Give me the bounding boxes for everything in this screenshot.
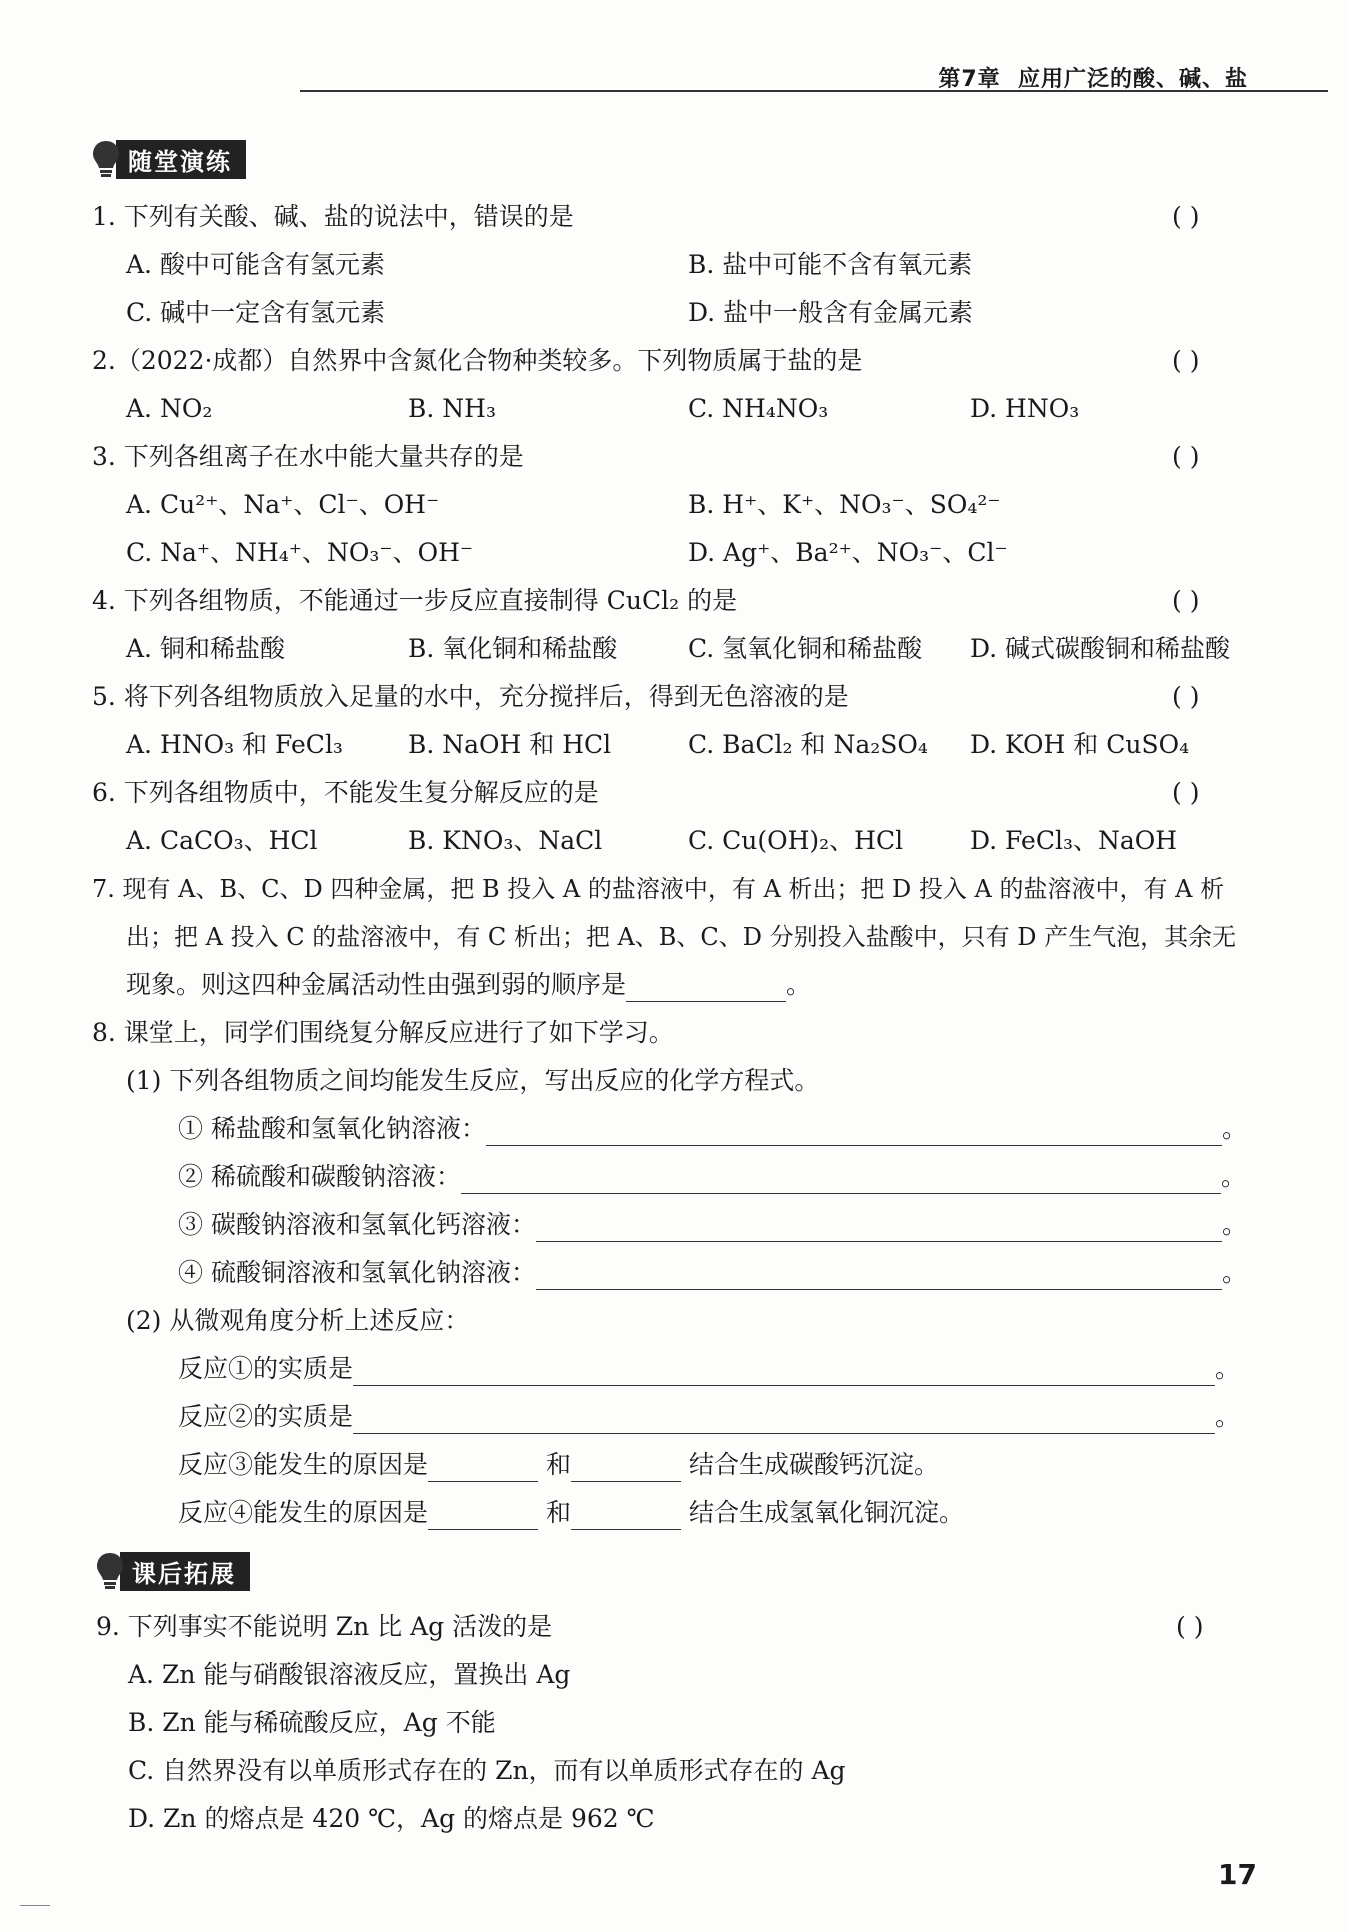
answer-bracket: ( ) [1172,778,1200,807]
q9-option-c: C. 自然界没有以单质形式存在的 Zn，而有以单质形式存在的 Ag [128,1756,846,1785]
period: 。 [1215,1402,1241,1431]
page-number: 17 [1218,1858,1257,1891]
chapter-title [938,62,1248,93]
q8-reaction-1 [178,1352,1240,1386]
question-8-part-1: (1) 下列各组物质之间均能发生反应，写出反应的化学方程式。 [126,1066,820,1095]
answer-bracket: ( ) [1176,1612,1204,1641]
question-3-stem: 3. 下列各组离子在水中能大量共存的是 [92,442,524,471]
answer-blank[interactable] [536,1213,1222,1242]
period: 。 [1221,1210,1247,1239]
answer-bracket: ( ) [1172,586,1200,615]
answer-blank[interactable] [428,1453,538,1482]
q5-option-a: A. HNO₃ 和 FeCl₃ [126,730,343,759]
answer-blank[interactable] [571,1501,681,1530]
answer-blank[interactable] [536,1261,1222,1290]
q8-item-1 [178,1112,1247,1146]
section-extension-label: 课后拓展 [120,1552,250,1591]
answer-bracket: ( ) [1172,682,1200,711]
q3-option-b: B. H⁺、K⁺、NO₃⁻、SO₄²⁻ [688,490,1001,519]
q8-item-4-label: ④ 硫酸铜溶液和氢氧化钠溶液： [178,1258,536,1287]
answer-blank[interactable] [353,1405,1215,1434]
q4-option-b: B. 氧化铜和稀盐酸 [408,634,618,663]
answer-blank[interactable] [626,973,786,1002]
q5-option-d: D. KOH 和 CuSO₄ [970,730,1190,759]
chapter-number: 第7章 [938,67,1001,92]
q2-option-b: B. NH₃ [408,394,496,423]
q4-option-d: D. 碱式碳酸铜和稀盐酸 [970,634,1231,663]
period: 。 [1221,1258,1247,1287]
q8-item-2 [178,1160,1246,1194]
q3-option-c: C. Na⁺、NH₄⁺、NO₃⁻、OH⁻ [126,538,474,567]
q4-option-a: A. 铜和稀盐酸 [126,634,285,663]
q6-option-c: C. Cu(OH)₂、HCl [688,826,904,855]
q6-option-d: D. FeCl₃、NaOH [970,826,1178,855]
answer-blank[interactable] [428,1501,538,1530]
answer-blank[interactable] [461,1165,1221,1194]
answer-bracket: ( ) [1172,442,1200,471]
q5-option-b: B. NaOH 和 HCl [408,730,612,759]
lightbulb-icon [96,1551,124,1591]
q8-item-4 [178,1256,1247,1290]
period: 。 [1215,1354,1241,1383]
q2-option-d: D. HNO₃ [970,394,1080,423]
question-8-stem: 8. 课堂上，同学们围绕复分解反应进行了如下学习。 [92,1018,674,1047]
answer-blank[interactable] [571,1453,681,1482]
q8-reaction-2 [178,1400,1240,1434]
q1-option-a: A. 酸中可能含有氢元素 [126,250,385,279]
question-1-stem: 1. 下列有关酸、碱、盐的说法中，错误的是 [92,202,574,231]
question-7-line-3 [126,968,811,1002]
question-9-stem: 9. 下列事实不能说明 Zn 比 Ag 活泼的是 [96,1612,553,1641]
q8-item-1-label: ① 稀盐酸和氢氧化钠溶液： [178,1114,486,1143]
lightbulb-icon [92,139,120,179]
q8-reaction-3 [178,1448,939,1482]
q8-reaction-1-label: 反应①的实质是 [178,1354,354,1383]
question-6-stem: 6. 下列各组物质中，不能发生复分解反应的是 [92,778,599,807]
question-5-stem: 5. 将下列各组物质放入足量的水中，充分搅拌后，得到无色溶液的是 [92,682,849,711]
question-7-line-2: 出；把 A 投入 C 的盐溶液中，有 C 析出；把 A、B、C、D 分别投入盐酸中，只有 D 产生气泡，其余无 [126,923,1237,951]
q8-item-3 [178,1208,1247,1242]
question-7-text: 现象。则这四种金属活动性由强到弱的顺序是 [126,970,627,999]
divider [20,1905,50,1906]
q8-reaction-3-result: 结合生成碳酸钙沉淀。 [688,1450,939,1479]
q1-option-c: C. 碱中一定含有氢元素 [126,298,386,327]
q9-option-b: B. Zn 能与稀硫酸反应，Ag 不能 [128,1708,496,1737]
q2-option-a: A. NO₂ [126,394,213,423]
section-extension-heading [96,1554,250,1588]
q1-option-b: B. 盐中可能不含有氧元素 [688,250,973,279]
answer-blank[interactable] [486,1117,1222,1146]
question-8-part-2: (2) 从微观角度分析上述反应： [126,1306,470,1335]
q8-item-2-label: ② 稀硫酸和碳酸钠溶液： [178,1162,461,1191]
section-practice-heading [92,142,246,176]
q8-reaction-4-result: 结合生成氢氧化铜沉淀。 [688,1498,964,1527]
q4-option-c: C. 氢氧化铜和稀盐酸 [688,634,923,663]
period: 。 [1221,1114,1247,1143]
chapter-name: 应用广泛的酸、碱、盐 [1017,67,1248,92]
q8-reaction-4-label: 反应④能发生的原因是 [178,1498,429,1527]
question-7-line-1: 7. 现有 A、B、C、D 四种金属，把 B 投入 A 的盐溶液中，有 A 析出；把 D 投入 A 的盐溶液中，有 A 析 [92,875,1225,903]
chapter-header [300,62,1328,92]
q9-option-d: D. Zn 的熔点是 420 ℃，Ag 的熔点是 962 ℃ [128,1804,655,1833]
period: 。 [1220,1162,1246,1191]
question-2-stem: 2.（2022·成都）自然界中含氮化合物种类较多。下列物质属于盐的是 [92,346,863,375]
q3-option-d: D. Ag⁺、Ba²⁺、NO₃⁻、Cl⁻ [688,538,1008,567]
q1-option-d: D. 盐中一般含有金属元素 [688,298,974,327]
answer-bracket: ( ) [1172,202,1200,231]
section-practice-label: 随堂演练 [116,140,246,179]
q6-option-b: B. KNO₃、NaCl [408,826,603,855]
q3-option-a: A. Cu²⁺、Na⁺、Cl⁻、OH⁻ [126,490,440,519]
q8-item-3-label: ③ 碳酸钠溶液和氢氧化钙溶液： [178,1210,536,1239]
answer-bracket: ( ) [1172,346,1200,375]
q8-reaction-4 [178,1496,964,1530]
q8-reaction-2-label: 反应②的实质是 [178,1402,354,1431]
q9-option-a: A. Zn 能与硝酸银溶液反应，置换出 Ag [128,1660,571,1689]
q5-option-c: C. BaCl₂ 和 Na₂SO₄ [688,730,928,759]
q6-option-a: A. CaCO₃、HCl [126,826,318,855]
q2-option-c: C. NH₄NO₃ [688,394,829,423]
conjunction: 和 [545,1450,571,1479]
q8-reaction-3-label: 反应③能发生的原因是 [178,1450,429,1479]
conjunction: 和 [545,1498,571,1527]
question-4-stem: 4. 下列各组物质，不能通过一步反应直接制得 CuCl₂ 的是 [92,586,738,615]
period: 。 [786,970,812,999]
answer-blank[interactable] [353,1357,1215,1386]
